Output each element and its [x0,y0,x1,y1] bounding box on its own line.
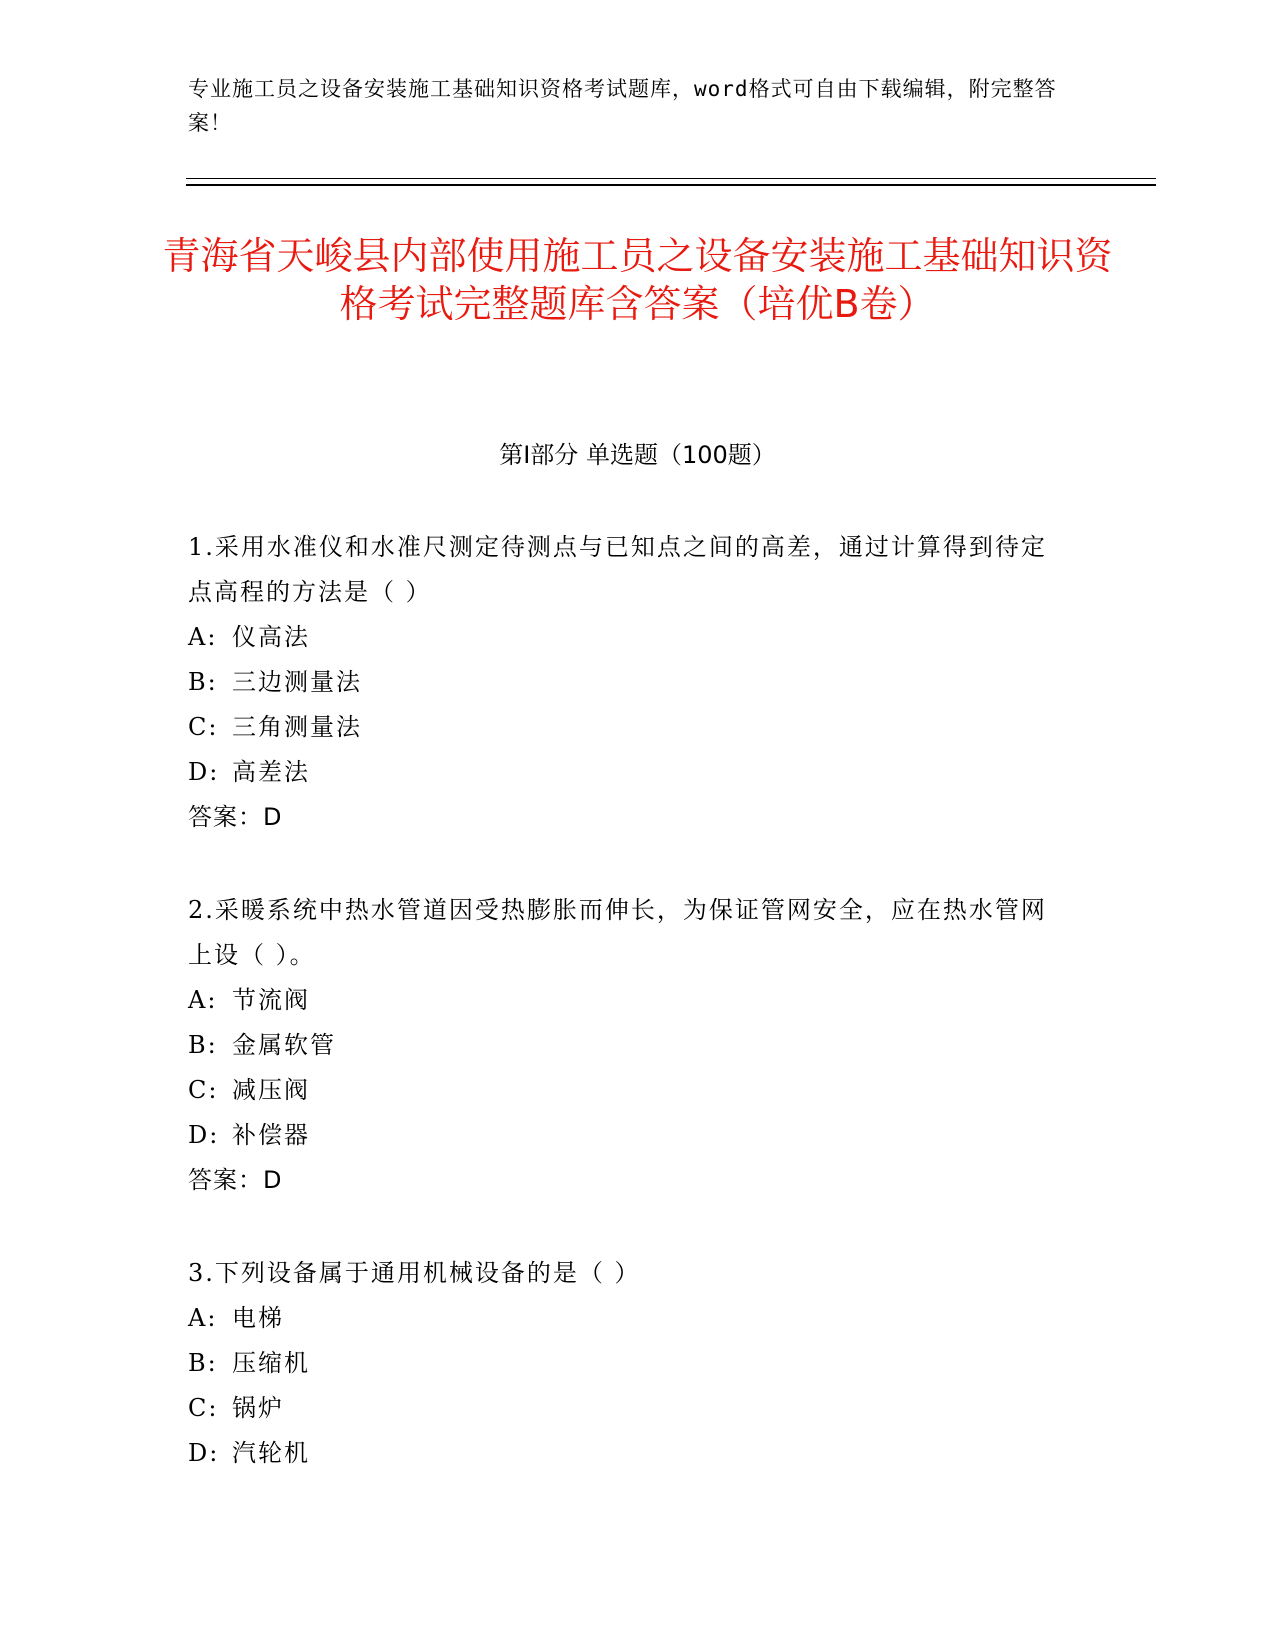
option-letter: A: [188,623,218,651]
header-divider-bottom [186,184,1156,186]
option-a [188,615,1068,660]
option-letter: B: [188,1031,218,1059]
option-letter: D: [188,1121,220,1149]
option-text: 电梯 [232,1304,284,1332]
option-text: 汽轮机 [232,1439,310,1467]
option-letter: B: [188,668,218,696]
option-b [188,660,1068,705]
option-c [188,1386,1068,1431]
option-text: 节流阀 [232,986,310,1014]
option-letter: C: [188,713,219,741]
option-b [188,1023,1068,1068]
option-d [188,1113,1068,1158]
option-c [188,1068,1068,1113]
option-text: 高差法 [232,758,310,786]
option-text: 仪高法 [232,623,310,651]
option-text: 补偿器 [232,1121,310,1149]
option-text: 金属软管 [232,1031,336,1059]
option-letter: B: [188,1349,218,1377]
section-title: 第Ⅰ部分 单选题（100题） [499,441,776,469]
option-b [188,1341,1068,1386]
answer-line: 答案：D [188,1166,283,1194]
option-letter: A: [188,986,218,1014]
question-1 [188,525,1068,840]
option-text: 三角测量法 [232,713,362,741]
question-stem: 1.采用水准仪和水准尺测定待测点与已知点之间的高差，通过计算得到待定点高程的方法是（ ） [188,533,1047,606]
option-d [188,750,1068,795]
question-stem: 3.下列设备属于通用机械设备的是（ ） [188,1259,641,1287]
option-a [188,978,1068,1023]
option-letter: D: [188,1439,220,1467]
answer-line: 答案：D [188,803,283,831]
option-letter: C: [188,1076,219,1104]
question-3 [188,1251,1068,1476]
option-a [188,1296,1068,1341]
option-letter: A: [188,1304,218,1332]
header-divider-top [186,178,1156,179]
question-stem: 2.采暖系统中热水管道因受热膨胀而伸长，为保证管网安全，应在热水管网上设（ ）。 [188,896,1047,969]
option-text: 减压阀 [232,1076,310,1104]
option-d [188,1431,1068,1476]
option-c [188,705,1068,750]
option-letter: D: [188,758,220,786]
option-text: 锅炉 [232,1394,284,1422]
option-letter: C: [188,1394,219,1422]
document-title: 青海省天峻县内部使用施工员之设备安装施工基础知识资格考试完整题库含答案（培优B卷） [162,234,1113,326]
question-2 [188,888,1068,1203]
option-text: 压缩机 [232,1349,310,1377]
option-text: 三边测量法 [232,668,362,696]
header-note: 专业施工员之设备安装施工基础知识资格考试题库，word格式可自由下载编辑，附完整答案！ [188,77,1057,135]
